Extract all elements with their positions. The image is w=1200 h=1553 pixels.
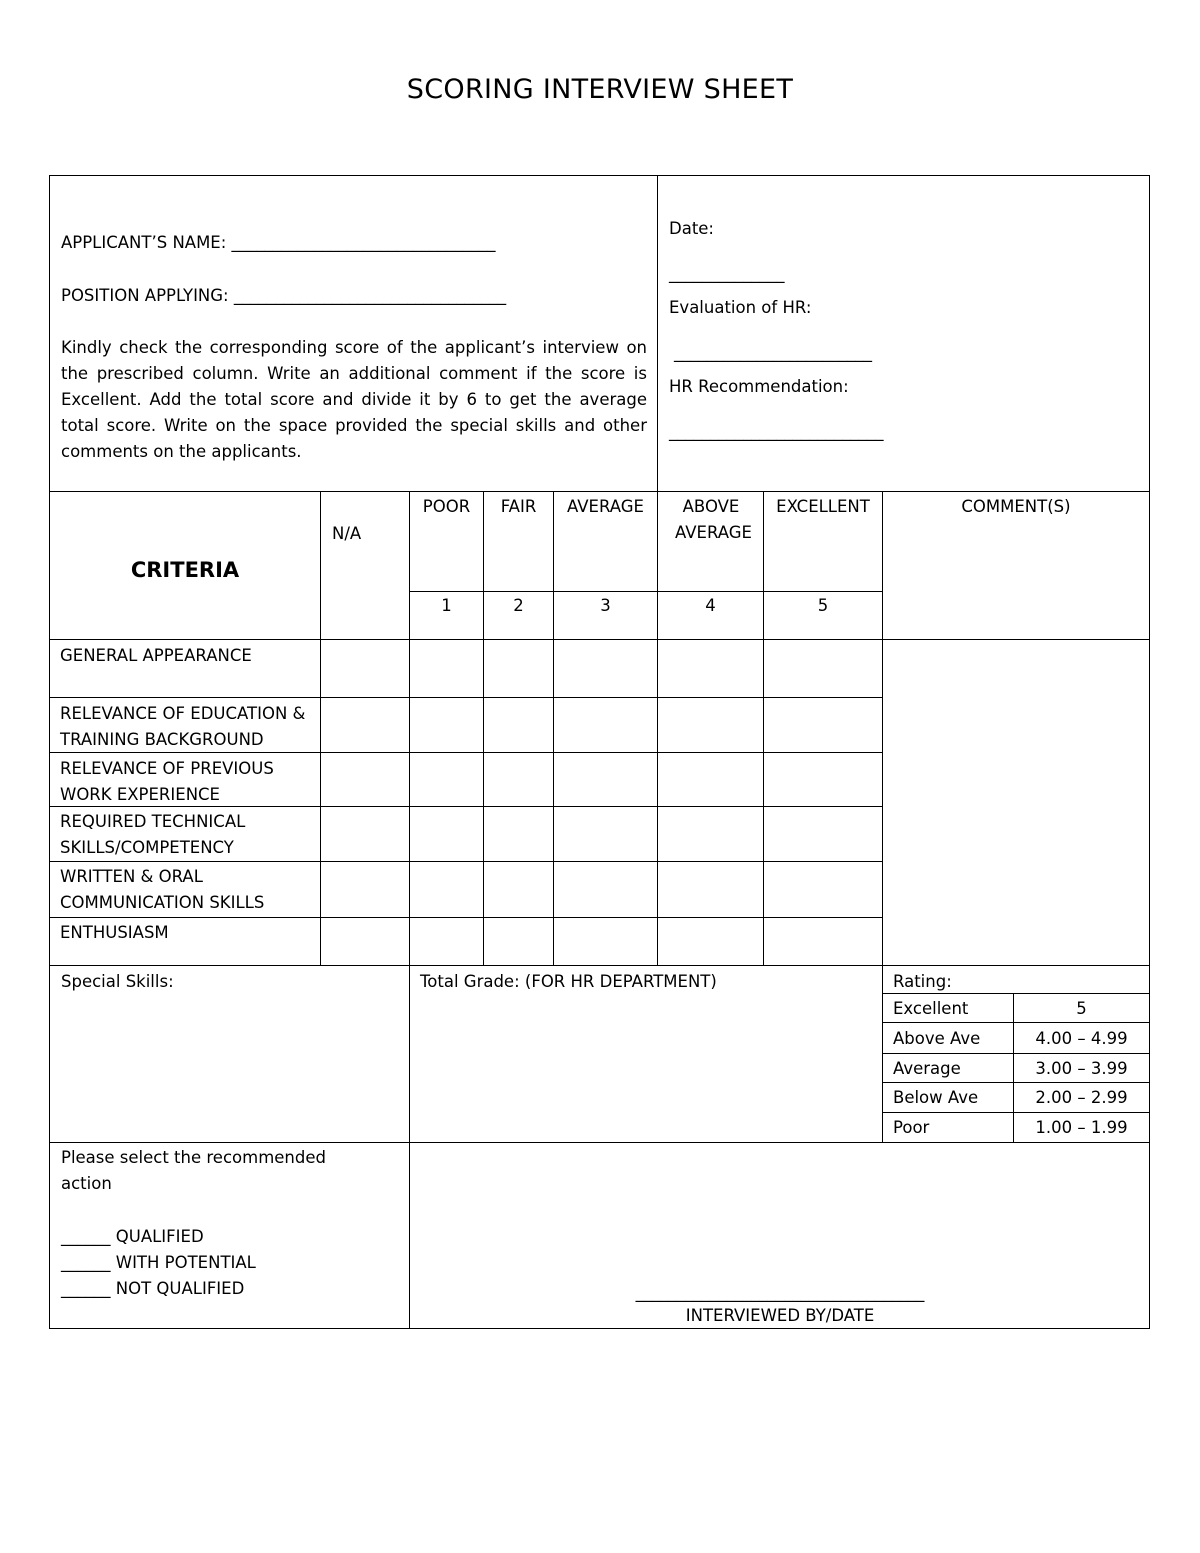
rating-row-range: 1.00 – 1.99: [1035, 1118, 1128, 1137]
col-line-fair: [483, 491, 484, 966]
criterion-education-training: RELEVANCE OF EDUCATION & TRAINING BACKGROUND: [60, 704, 306, 749]
option-blank[interactable]: ______: [61, 1279, 111, 1298]
option-qualified[interactable]: [61, 1224, 204, 1250]
option-not-qualified[interactable]: [61, 1276, 244, 1302]
comments-box[interactable]: [883, 640, 1149, 965]
rating-line-2: [882, 1053, 1150, 1054]
rating-line-4: [882, 1112, 1150, 1113]
row-line-5: [49, 917, 883, 918]
option-blank[interactable]: ______: [61, 1253, 111, 1272]
criterion-technical-skills: REQUIRED TECHNICAL SKILLS/COMPETENCY: [60, 812, 246, 857]
rating-row-label: Poor: [893, 1118, 930, 1137]
score-header-above-average: ABOVE AVERAGE: [675, 497, 752, 542]
criterion-work-experience: RELEVANCE OF PREVIOUS WORK EXPERIENCE: [60, 759, 274, 804]
criterion-general-appearance: GENERAL APPEARANCE: [60, 646, 252, 665]
rating-row-label: Above Ave: [893, 1029, 981, 1048]
special-skills-label: Special Skills:: [61, 972, 174, 991]
instructions-text: Kindly check the corresponding score of the applicant’s interview on the prescribed column. Write an additional comment if the score is Excellent. Add the total score and divide it by 6 to get the average total score. Write on the space provided the special skills and other comments on the applicants.: [61, 338, 647, 461]
col-line-average: [553, 491, 554, 966]
score-header-excellent: EXCELLENT: [776, 497, 870, 516]
footer-top-line: [49, 1142, 1150, 1143]
rating-row-range: 2.00 – 2.99: [1035, 1088, 1128, 1107]
score-value-1: 1: [441, 596, 452, 615]
option-label: QUALIFIED: [115, 1227, 204, 1246]
table-bottom-line: [49, 965, 1150, 966]
recommendation-label: HR Recommendation:: [669, 377, 849, 396]
row-line-1: [49, 697, 883, 698]
option-with-potential[interactable]: [61, 1250, 256, 1276]
score-cell[interactable]: [484, 640, 553, 697]
criteria-header: CRITERIA: [130, 558, 240, 582]
interviewed-by-label: INTERVIEWED BY/DATE: [685, 1306, 875, 1325]
score-value-2: 2: [513, 596, 524, 615]
rating-row-label: Excellent: [893, 999, 969, 1018]
score-cell[interactable]: [658, 640, 763, 697]
rating-row-range: 3.00 – 3.99: [1035, 1059, 1128, 1078]
date-label: Date:: [669, 219, 714, 238]
rating-line-3: [882, 1082, 1150, 1083]
na-header: N/A: [332, 524, 362, 543]
score-value-4: 4: [705, 596, 716, 615]
header-divider: [657, 175, 658, 492]
criterion-enthusiasm: ENTHUSIASM: [60, 923, 169, 942]
position-applying-field[interactable]: [61, 283, 651, 309]
rating-line-1: [882, 1022, 1150, 1023]
option-blank[interactable]: ______: [61, 1227, 111, 1246]
evaluation-blank[interactable]: ________________________: [674, 343, 872, 362]
rating-row-range: 4.00 – 4.99: [1035, 1029, 1128, 1048]
date-blank[interactable]: ______________: [669, 264, 785, 283]
frame-top-line: [49, 175, 1150, 176]
score-cell[interactable]: [554, 640, 657, 697]
col-line-excellent: [763, 491, 764, 966]
comments-header: COMMENT(S): [961, 497, 1071, 516]
score-value-3: 3: [600, 596, 611, 615]
rating-row-label: Below Ave: [893, 1088, 979, 1107]
frame-right-line: [1149, 175, 1150, 1329]
evaluation-label: Evaluation of HR:: [669, 298, 812, 317]
score-cell[interactable]: [764, 640, 882, 697]
total-grade-label: Total Grade: (FOR HR DEPARTMENT): [420, 972, 717, 991]
position-applying-label: POSITION APPLYING:: [61, 286, 229, 305]
rating-row-range: 5: [1076, 999, 1087, 1018]
position-applying-blank[interactable]: _________________________________: [233, 286, 507, 305]
criterion-communication: WRITTEN & ORAL COMMUNICATION SKILLS: [60, 867, 265, 912]
rating-row-label: Average: [893, 1059, 961, 1078]
applicant-name-field[interactable]: [61, 230, 651, 256]
score-header-average: AVERAGE: [567, 497, 644, 516]
score-value-5: 5: [817, 596, 829, 615]
option-label: WITH POTENTIAL: [115, 1253, 256, 1272]
signature-line[interactable]: ___________________________________: [635, 1283, 925, 1302]
row-line-4: [49, 861, 883, 862]
score-header-poor: POOR: [422, 497, 471, 516]
applicant-name-label: APPLICANT’S NAME:: [61, 233, 227, 252]
applicant-name-blank[interactable]: ________________________________: [231, 233, 496, 252]
score-header-fair: FAIR: [500, 497, 537, 516]
score-cell[interactable]: [410, 640, 483, 697]
page-title: SCORING INTERVIEW SHEET: [406, 74, 794, 105]
special-skills-box[interactable]: [50, 995, 408, 1141]
option-label: NOT QUALIFIED: [115, 1279, 245, 1298]
recommendation-blank[interactable]: __________________________: [669, 422, 884, 441]
score-subheader-line: [409, 591, 883, 592]
total-grade-box[interactable]: [410, 995, 881, 1141]
header-bottom-line: [49, 491, 1150, 492]
rating-label: Rating:: [893, 972, 952, 991]
score-cell[interactable]: [321, 640, 409, 697]
recommend-prompt: Please select the recommended action: [61, 1148, 326, 1193]
col-line-above: [657, 491, 658, 966]
